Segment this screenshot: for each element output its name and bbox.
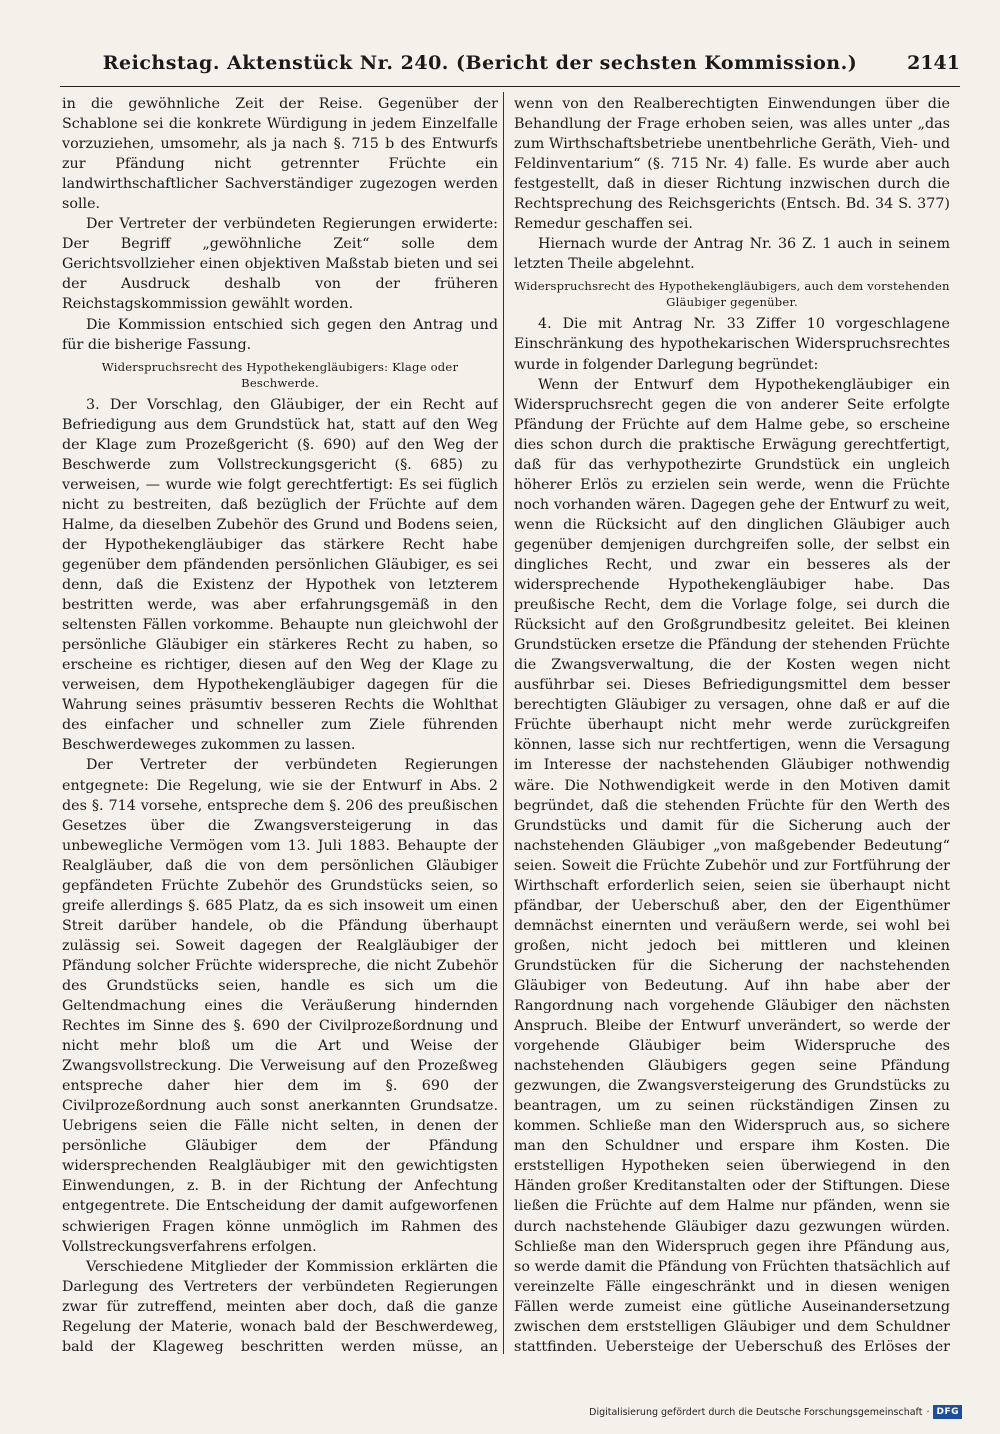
paragraph: Der Vertreter der verbündeten Regierungen erwiderte: Der Begriff „gewöhnliche Zeit“ solle dem Gerichtsvollzieher einen objektiven Maßstab bieten und sei der Ausdruck deshalb von der früheren Reichstagskommission gewählt worden. — [62, 216, 498, 313]
column-divider — [503, 92, 504, 1354]
page-footer: Digitalisierung gefördert durch die Deutsche Forschungsgemeinschaft · DFG — [589, 1402, 962, 1422]
paragraph: 3. Der Vorschlag, den Gläubiger, der ein Recht auf Befriedigung aus dem Grundstück hat, statt auf den Weg der Klage zum Prozeßgericht (§. 690) auf den Weg der Beschwerde zum Vollstreckungsgericht (§. 685) zu verweisen, — wurde wie folgt gerechtfertigt: Es sei füglich nicht zu bestreiten, daß bezüglich der Früchte auf dem Halme, da dieselben Zubehör des Grund und Bodens seien, der Hypothekengläubiger das stärkere Recht habe gegenüber dem pfändenden persönlichen Gläubiger, es sei denn, daß die Existenz der Hypothek von letzterem bestritten werde, was aber erfahrungsgemäß in den seltensten Fällen vorkomme. Behaupte nun gleichwohl der persönliche Gläubiger ein stärkeres Recht zu haben, so erscheine es richtiger, diesen auf den Weg der Klage zu verweisen, dem Hypothekengläubiger dagegen für die Wahrung seines präsumtiv besseren Rechts die Wohlthat des einfacher und schneller zum Ziele führenden Beschwerdeweges zukommen zu lassen. — [62, 396, 498, 754]
paragraph: Wenn der Entwurf dem Hypothekengläubiger ein Widerspruchsrecht gegen die von anderer Seite erfolgte Pfändung der Früchte auf dem Halme gebe, so erscheine dies schon durch die praktische Erwägung gerechtfertigt, daß für das verhypothezirte Grundstück ein ungleich höherer Erlös zu erzielen sein werde, wenn die Früchte noch vorhanden wären. Dagegen gehe der Entwurf zu weit, wenn die Rücksicht auf den dinglichen Gläubiger auch gegenüber demjenigen durchgreifen solle, der selbst ein dingliches Recht, und zwar ein besseres als der widersprechende Hypothekengläubiger habe. Das preußische Recht, dem die Vorlage folge, sei durch die Rücksicht auf den Großgrundbesitz geleitet. Bei kleinen Grundstücken ersetze die Pfändung der stehenden Früchte die Zwangsverwaltung, die der Kosten wegen nicht ausführbar sei. Dieses Befriedigungsmittel dem besser berechtigten Gläubiger zu versagen, ohne daß er auf die Früchte überhaupt nicht mehr werde zurückgreifen können, lasse sich nur rechtfertigen, wenn die Versagung im Interesse der nachstehenden Gläubiger nothwendig wäre. Die Nothwendigkeit werde in den Motiven damit begründet, daß die stehenden Früchte für den Werth des Grundstücks und damit für die Sicherung auch der nachstehenden Gläubiger „von maßgebender Bedeutung“ seien. Soweit die Früchte Zubehör und zur Fortführung der Wirthschaft erforderlich seien, seien sie überhaupt nicht pfändbar, der Ueberschuß aber, den der Eigenthümer demnächst einernten und veräußern werde, sei wohl bei großen, nicht jedoch bei mittleren und kleinen Grundstücken für die Sicherung der nachstehenden Gläubiger von Bedeutung. Auf ihn habe aber der Rangordnung nach vorgehende Gläubiger den nächsten Anspruch. Bleibe der Entwurf unverändert, so werde der vorgehende Gläubiger beim Widerspruche des nachstehenden Gläubigers gegen seine Pfändung gezwungen, die Zwangsversteigerung des Grundstücks zu beantragen, um zu seinen rückständigen Zinsen zu kommen. Schließe man den Widerspruch aus, so sichere man den Schuldner und erspare ihm Kosten. Die erststelligen Hypotheken seien überwiegend in den Händen großer Kreditanstalten oder der Stiftungen. Diese ließen die Früchte auf dem Halme nur pfänden, wenn sie durch nachstehende Gläubiger dazu gezwungen würden. Schließe man den Widerspruch gegen ihre Pfändung aus, so werde damit die Pfändung von Früchten thatsächlich auf vereinzelte Fälle eingeschränkt und in diesen wenigen Fällen werde zumeist eine gütliche Auseinandersetzung zwischen dem erststelligen Gläubiger und dem Schuldner stattfinden. Uebersteige der Ueberschuß des Erlöses der — [514, 376, 950, 1354]
page-header — [60, 52, 960, 82]
dfg-logo-icon: DFG — [933, 1405, 962, 1419]
paragraph: wenn von den Realberechtigten Einwendungen über die Behandlung der Frage erhoben seien, was alles unter „das zum Wirthschaftsbetriebe unentbehrliche Geräth, Vieh- und Feldinventarium“ (§. 715 Nr. 4) falle. Es wurde aber auch festgestellt, daß in dieser Richtung inzwischen durch die Rechtsprechung des Reichsgerichts (Entsch. Bd. 34 S. 377) Remedur geschaffen sei. — [514, 96, 950, 233]
paragraph: Hiernach wurde der Antrag Nr. 36 Z. 1 auch in seinem letzten Theile abgelehnt. — [514, 236, 950, 273]
digitization-credit: Digitalisierung gefördert durch die Deutsche Forschungsgemeinschaft — [589, 1406, 923, 1418]
header-rule — [60, 86, 960, 87]
running-title: Reichstag. Aktenstück Nr. 240. (Bericht der sechsten Kommission.) — [102, 52, 858, 74]
paragraph: Der Vertreter der verbündeten Regierungen entgegnete: Die Regelung, wie sie der Entwurf in Abs. 2 des §. 714 vorsehe, entspreche dem §. 206 des preußischen Gesetzes über die Zwangsversteigerung in das unbewegliche Vermögen vom 13. Juli 1883. Behaupte der Realgläuber, daß die von dem persönlichen Gläubiger gepfändeten Früchte Zubehör des Grundstücks seien, so greife allerdings §. 685 Platz, da es sich insoweit um einen Streit darüber handele, ob die Pfändung überhaupt zulässig sei. Soweit dagegen der Realgläubiger der Pfändung solcher Früchte widerspreche, die nicht Zubehör des Grundstücks seien, handle es sich um die Geltendmachung eines die Veräußerung hindernden Rechtes im Sinne des §. 690 der Civilprozeßordnung und nicht mehr bloß um die Art und Weise der Zwangsvollstreckung. Die Verweisung auf den Prozeßweg entspreche daher hier dem im §. 690 der Civilprozeßordnung auch sonst anerkannten Grundsatze. Uebrigens seien die Fälle nicht selten, in denen der persönliche Gläubiger dem der Pfändung widersprechenden Realgläubiger mit den gewichtigsten Einwendungen, z. B. in der Richtung der Anfechtung entgegentrete. Die Entscheidung der damit aufgeworfenen schwierigen Fragen könne unmöglich im Rahmen des Vollstreckungsverfahrens erfolgen. — [62, 757, 498, 1255]
paragraph: Die Kommission entschied sich gegen den Antrag und für die bisherige Fassung. — [62, 316, 498, 353]
left-column — [62, 94, 498, 1354]
paragraph: 4. Die mit Antrag Nr. 33 Ziffer 10 vorgeschlagene Einschränkung des hypothekarischen Widerspruchsrechtes wurde in folgender Darlegung begründet: — [514, 316, 950, 373]
section-heading: Widerspruchsrecht des Hypothekengläubigers: Klage oder Beschwerde. — [101, 359, 459, 390]
paragraph: Verschiedene Mitglieder der Kommission erklärten die Darlegung des Vertreters der verbündeten Regierungen zwar für zutreffend, meinten aber doch, daß die ganze Regelung der Materie, wonach bald der Beschwerdeweg, bald der Klageweg beschritten werden müsse, an — [62, 1258, 498, 1354]
section-heading: Widerspruchsrecht des Hypothekengläubigers, auch dem vorstehenden Gläubiger gegenüber. — [514, 279, 950, 310]
right-column — [514, 94, 950, 1354]
page-number: 2141 — [907, 52, 960, 74]
paragraph: in die gewöhnliche Zeit der Reise. Gegenüber der Schablone sei die konkrete Würdigung in jedem Einzelfalle vorzuziehen, umsomehr, als ja nach §. 715 b des Entwurfs zur Pfändung nicht getrennter Früchte ein landwirthschaftlicher Sachverständiger zugezogen werden solle. — [62, 96, 498, 213]
